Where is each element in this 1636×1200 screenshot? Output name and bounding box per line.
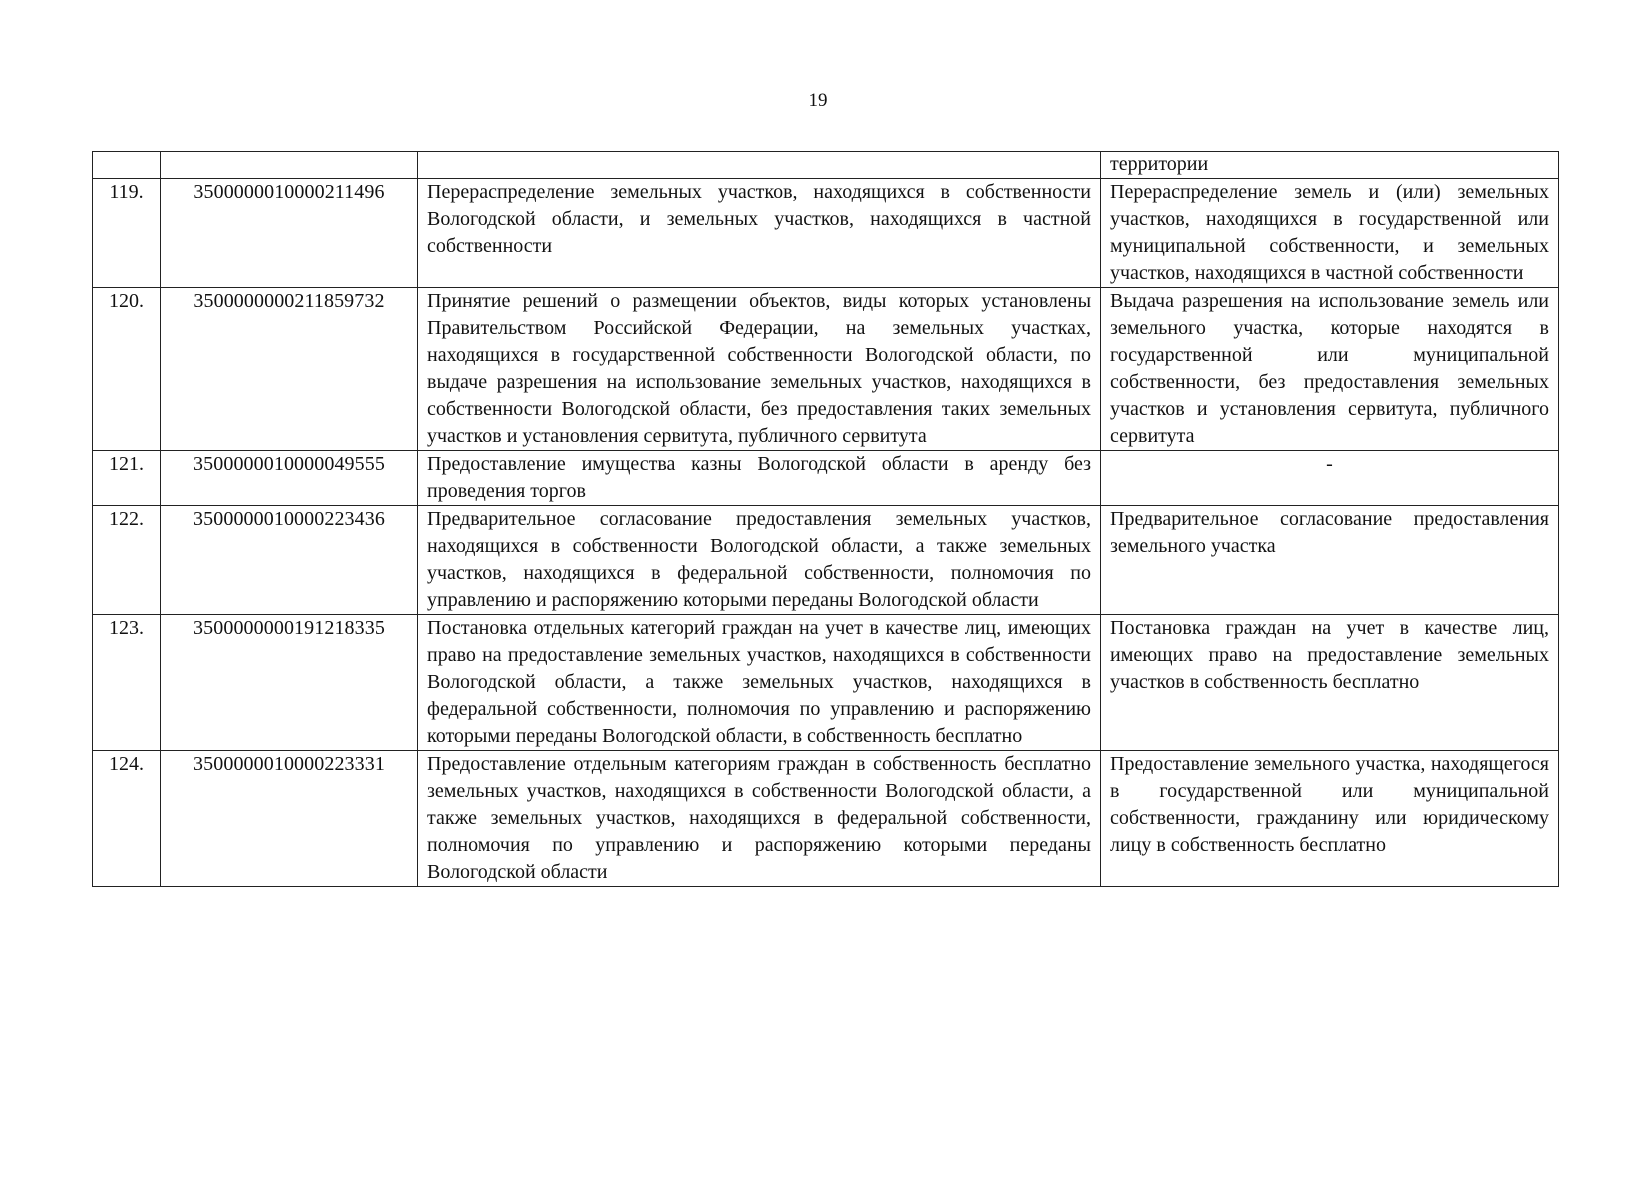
cell-service: Выдача разрешения на использование земель или земельного участка, которые находятся в государственной или муниципальной собственности, без предоставления земельных участков и установления сервитута, публичного сервитута <box>1101 288 1559 451</box>
cell-number: 120. <box>93 288 161 451</box>
cell-code: 3500000010000223331 <box>161 751 418 887</box>
cell-code: 3500000000211859732 <box>161 288 418 451</box>
table-row <box>93 451 1559 506</box>
cell-number <box>93 152 161 179</box>
cell-service: Предоставление земельного участка, находящегося в государственной или муниципальной собственности, гражданину или юридическому лицу в собственность бесплатно <box>1101 751 1559 887</box>
cell-number: 119. <box>93 179 161 288</box>
cell-name: Предоставление отдельным категориям граждан в собственность бесплатно земельных участков, находящихся в собственности Вологодской области, а также земельных участков, находящихся в федеральной собственности, полномочия по управлению и распоряжению которыми переданы Вологодской области <box>418 751 1101 887</box>
cell-name: Перераспределение земельных участков, находящихся в собственности Вологодской области, и земельных участков, находящихся в частной собственности <box>418 179 1101 288</box>
cell-name <box>418 152 1101 179</box>
table-row <box>93 615 1559 751</box>
cell-number: 124. <box>93 751 161 887</box>
table-row <box>93 751 1559 887</box>
table-row <box>93 288 1559 451</box>
table-row <box>93 179 1559 288</box>
cell-code: 3500000010000223436 <box>161 506 418 615</box>
cell-service: - <box>1101 451 1559 506</box>
cell-name: Предварительное согласование предоставления земельных участков, находящихся в собственности Вологодской области, а также земельных участков, находящихся в федеральной собственности, полномочия по управлению и распоряжению которыми переданы Вологодской области <box>418 506 1101 615</box>
cell-service: территории <box>1101 152 1559 179</box>
cell-number: 123. <box>93 615 161 751</box>
cell-name: Постановка отдельных категорий граждан на учет в качестве лиц, имеющих право на предоставление земельных участков, находящихся в собственности Вологодской области, а также земельных участков, находящихся в федеральной собственности, полномочия по управлению и распоряжению которыми переданы Вологодской области, в собственность бесплатно <box>418 615 1101 751</box>
cell-code: 3500000000191218335 <box>161 615 418 751</box>
cell-number: 122. <box>93 506 161 615</box>
page-number: 19 <box>808 90 828 111</box>
cell-service: Предварительное согласование предоставления земельного участка <box>1101 506 1559 615</box>
cell-number: 121. <box>93 451 161 506</box>
cell-name: Принятие решений о размещении объектов, виды которых установлены Правительством Российской Федерации, на земельных участках, находящихся в государственной собственности Вологодской области, по выдаче разрешения на использование земельных участков, находящихся в собственности Вологодской области, без предоставления таких земельных участков и установления сервитута, публичного сервитута <box>418 288 1101 451</box>
cell-code <box>161 152 418 179</box>
table-row <box>93 506 1559 615</box>
cell-service: Постановка граждан на учет в качестве лиц, имеющих право на предоставление земельных участков в собственность бесплатно <box>1101 615 1559 751</box>
table-row-continuation <box>93 152 1559 179</box>
cell-code: 3500000010000211496 <box>161 179 418 288</box>
services-table <box>92 151 1559 887</box>
cell-service: Перераспределение земель и (или) земельных участков, находящихся в государственной или муниципальной собственности, и земельных участков, находящихся в частной собственности <box>1101 179 1559 288</box>
cell-name: Предоставление имущества казны Вологодской области в аренду без проведения торгов <box>418 451 1101 506</box>
cell-code: 3500000010000049555 <box>161 451 418 506</box>
